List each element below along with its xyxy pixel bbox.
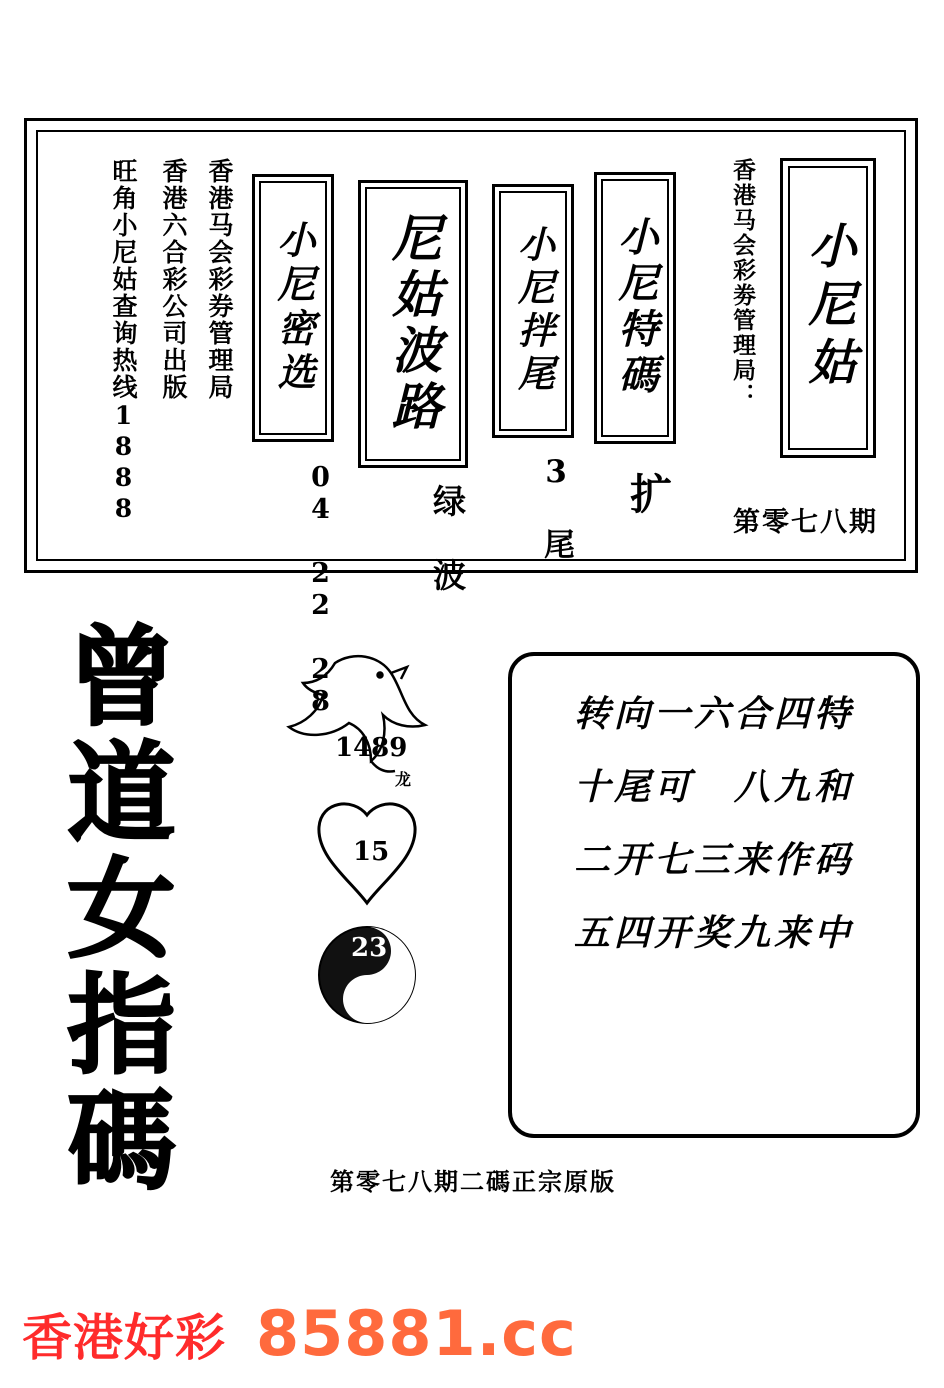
card-wave-route — [358, 180, 468, 468]
main-title-box — [780, 158, 876, 458]
watermark — [22, 1297, 577, 1370]
card-tail-mix — [492, 184, 574, 438]
card-special-code-note: 扩 — [629, 470, 672, 519]
phrase-line: 转向一六合四特 — [573, 693, 854, 735]
watermark-text: 香港好彩 — [22, 1309, 226, 1367]
page-title: 小尼姑 — [800, 221, 856, 395]
main-title-box-inner — [788, 166, 868, 450]
card-special-code — [594, 172, 676, 444]
card-wave-route-note: 绿 波 — [428, 484, 467, 592]
phrase-line: 十尾可 八九和 — [573, 766, 854, 808]
column-authority: 香港马会彩券管理局 — [205, 158, 234, 401]
organization-line: 香港马会彩劵管理局： — [729, 158, 756, 408]
card-secret-pick — [252, 174, 334, 442]
card-secret-pick-numbers: 04 22 28 — [305, 462, 336, 718]
dove-icon-sublabel: 龙 — [395, 770, 412, 789]
dove-icon-number: 1489 — [335, 733, 408, 763]
watermark-url: 85881.cc — [256, 1297, 577, 1370]
heart-icon-number: 15 — [353, 837, 390, 867]
card-secret-pick-inner: 小尼密选 — [259, 181, 327, 435]
phrase-box — [508, 652, 920, 1138]
card-tail-mix-inner: 小尼拌尾 — [499, 191, 567, 431]
phrase-line: 五四开奖九来中 — [573, 912, 854, 954]
card-tail-mix-note: 3 尾 — [538, 454, 574, 560]
yin-yang-icon-number: 23 — [351, 933, 388, 963]
column-hotline: 旺角小尼姑查询热线1888 — [109, 158, 138, 525]
bottom-caption: 第零七八期二碼正宗原版 — [330, 1167, 616, 1196]
phrase-line: 二开七三来作码 — [573, 839, 854, 881]
card-special-code-inner: 小尼特碼 — [601, 179, 669, 437]
card-wave-route-inner: 尼姑波路 — [365, 187, 461, 461]
headline-block — [49, 620, 198, 1200]
issue-number: 第零七八期 — [733, 507, 878, 538]
icon-column — [275, 645, 475, 1065]
phrase-list — [512, 686, 916, 956]
headline-text: 曾道女指碼 — [49, 620, 175, 1200]
column-publisher: 香港六合彩公司出版 — [159, 158, 188, 401]
